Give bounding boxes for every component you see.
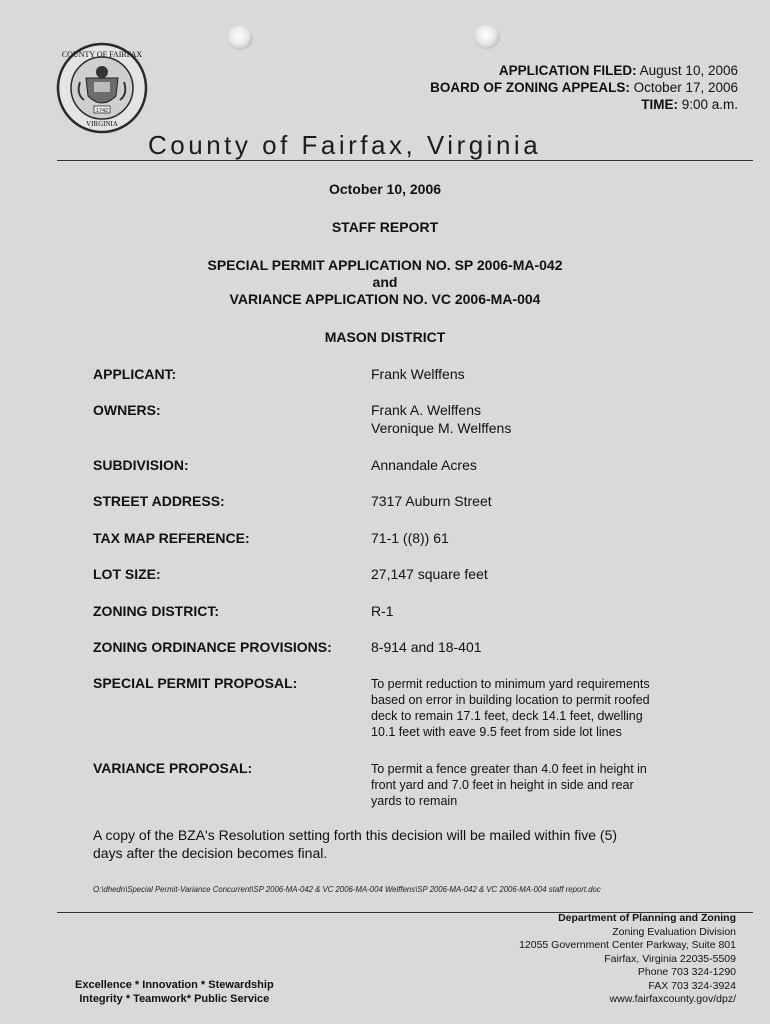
motto-line-2: Integrity * Teamwork* Public Service <box>79 993 270 1005</box>
time-value: 9:00 a.m. <box>681 97 738 112</box>
report-type: STAFF REPORT <box>331 219 439 235</box>
closing-statement <box>93 826 703 862</box>
application-filed-label: APPLICATION FILED: <box>498 63 637 78</box>
sp-proposal-label: SPECIAL PERMIT PROPOSAL: <box>93 675 298 691</box>
bza-value: October 17, 2006 <box>633 80 738 95</box>
sp-proposal-line: 10.1 feet with eave 9.5 feet from side lot lines <box>371 725 622 739</box>
variance-proposal-label: VARIANCE PROPOSAL: <box>93 760 253 776</box>
special-permit-number: SPECIAL PERMIT APPLICATION NO. SP 2006-MA-042 <box>207 257 563 273</box>
owner-2: Veronique M. Welffens <box>371 419 512 436</box>
district-name: MASON DISTRICT <box>324 329 446 345</box>
county-title: County of Fairfax, Virginia <box>148 130 542 160</box>
bza-label: BOARD OF ZONING APPEALS: <box>430 80 630 95</box>
owners-value <box>371 402 511 437</box>
address-line-1: 12055 Government Center Parkway, Suite 801 <box>519 939 736 951</box>
file-path: O:\dhedn\Special Permit-Variance Concurrent\SP 2006-MA-042 & VC 2006-MA-004 Welffens\SP 2006-MA-042 & VC 2006-MA-004 staff report.doc <box>93 885 601 894</box>
closing-line-2: days after the decision becomes final. <box>93 845 328 861</box>
owners-label: OWNERS: <box>93 402 161 418</box>
application-info <box>430 62 738 113</box>
variance-proposal-line: front yard and 7.0 feet in height in side and rear <box>371 778 634 792</box>
department-contact <box>519 912 736 1007</box>
sp-proposal-line: deck to remain 17.1 feet, deck 14.1 feet, dwelling <box>371 709 643 723</box>
time-label: TIME: <box>641 97 678 112</box>
motto-line-1: Excellence * Innovation * Stewardship <box>75 979 274 991</box>
phone-number: Phone 703 324-1290 <box>637 966 736 978</box>
closing-line-1: A copy of the BZA's Resolution setting forth this decision will be mailed within five (5) <box>93 827 618 843</box>
variance-proposal-line: yards to remain <box>371 794 458 808</box>
ordinance-value: 8-914 and 18-401 <box>371 639 482 655</box>
lot-size-label: LOT SIZE: <box>93 566 161 582</box>
website: www.fairfaxcounty.gov/dpz/ <box>609 993 736 1005</box>
applicant-label: APPLICANT: <box>93 366 177 382</box>
sp-proposal-line: To permit reduction to minimum yard requirements <box>371 677 650 691</box>
street-address-value: 7317 Auburn Street <box>371 493 492 509</box>
seal-year: 1742 <box>95 108 109 114</box>
sp-proposal-text <box>371 676 701 740</box>
owner-1: Frank A. Welffens <box>371 402 481 418</box>
header-divider <box>57 160 753 161</box>
zoning-district-value: R-1 <box>371 603 394 619</box>
seal-top-text: COUNTY OF FAIRFAX <box>61 50 143 59</box>
county-seal-icon <box>56 42 148 134</box>
variance-number: VARIANCE APPLICATION NO. VC 2006-MA-004 <box>229 291 541 307</box>
subdivision-label: SUBDIVISION: <box>93 457 189 473</box>
motto <box>75 978 274 1006</box>
sp-proposal-line: based on error in building location to permit roofed <box>371 693 650 707</box>
ordinance-label: ZONING ORDINANCE PROVISIONS: <box>93 639 332 655</box>
street-address-label: STREET ADDRESS: <box>93 493 225 509</box>
punch-hole-right <box>474 25 500 49</box>
division-name: Zoning Evaluation Division <box>612 925 736 938</box>
lot-size-value: 27,147 square feet <box>371 566 488 582</box>
and-connector: and <box>372 274 398 290</box>
seal-bottom-text: VIRGINIA <box>86 120 118 128</box>
department-name: Department of Planning and Zoning <box>558 912 736 924</box>
punch-hole-left <box>227 26 253 50</box>
variance-proposal-line: To permit a fence greater than 4.0 feet in height in <box>371 762 647 776</box>
zoning-district-label: ZONING DISTRICT: <box>93 603 219 619</box>
applicant-value: Frank Welffens <box>371 366 465 382</box>
tax-map-label: TAX MAP REFERENCE: <box>93 530 250 546</box>
variance-proposal-text <box>371 761 701 809</box>
time-line <box>430 96 738 113</box>
subdivision-value: Annandale Acres <box>371 457 477 473</box>
fax-number: FAX 703 324-3924 <box>648 979 736 992</box>
application-filed-value: August 10, 2006 <box>639 63 738 78</box>
bza-line <box>430 79 738 96</box>
application-filed-line <box>430 62 738 79</box>
report-date: October 10, 2006 <box>328 181 442 197</box>
address-line-2: Fairfax, Virginia 22035-5509 <box>604 952 736 965</box>
tax-map-value: 71-1 ((8)) 61 <box>371 530 449 546</box>
